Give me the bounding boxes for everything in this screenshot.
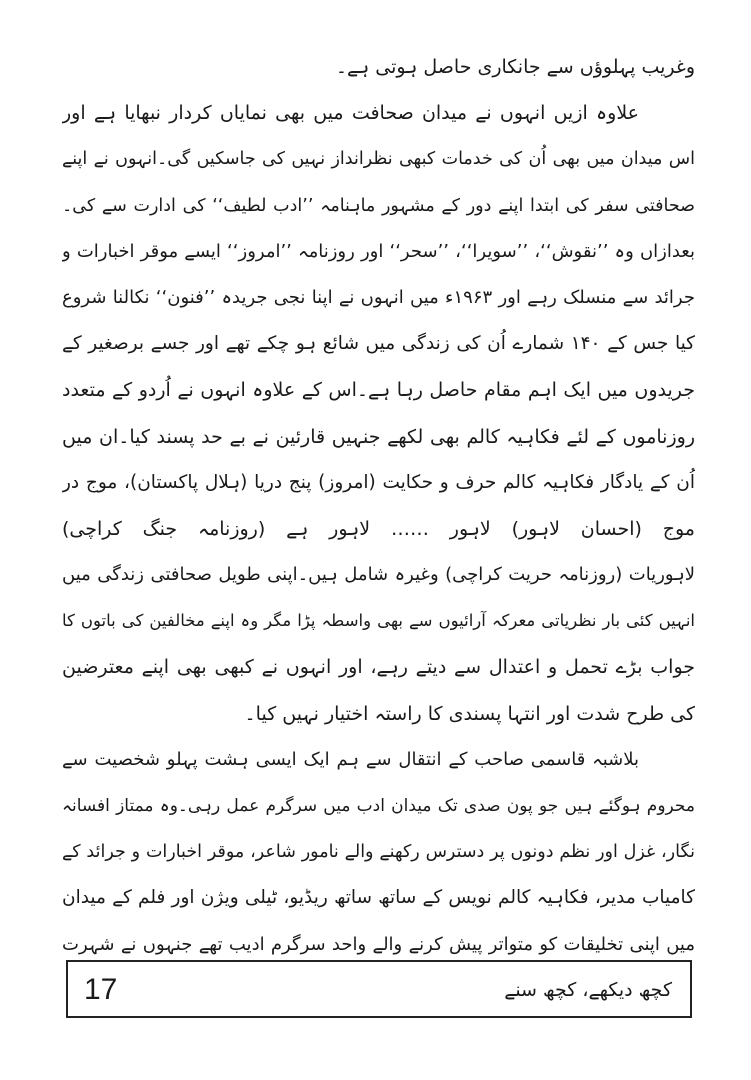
text-line-5: بعدازاں وہ ’’نقوش‘‘، ’’سویرا‘‘، ’’سحر‘‘ اور روزنامہ ’’امروز‘‘ ایسے موقر اخبارات و <box>62 240 695 262</box>
body-text <box>62 44 695 968</box>
text-line-11: موج (احسان لاہور) لاہور …… لاہور ہے (روزنامہ جنگ کراچی) <box>62 517 695 540</box>
text-line-16: بلاشبہ قاسمی صاحب کے انتقال سے ہم ایک ایسی ہشت پہلو شخصیت سے <box>62 748 639 770</box>
text-line-7: کیا جس کے ۱۴۰ شمارے اُن کی زندگی میں شائع ہو چکے تھے اور جسے برصغیر کے <box>62 333 695 355</box>
book-title: کچھ دیکھے، کچھ سنے <box>504 979 672 1001</box>
text-line-10: اُن کے یادگار فکاہیہ کالم حرف و حکایت (امروز) پنج دریا (ہلال پاکستان)، موج در <box>62 471 695 493</box>
text-line-3: اس میدان میں بھی اُن کی خدمات کبھی نظرانداز نہیں کی جاسکیں گی۔انہوں نے اپنے <box>62 149 695 170</box>
text-line-9: روزناموں کے لئے فکاہیہ کالم بھی لکھے جنہیں قارئین نے بے حد پسند کیا۔ان میں <box>62 425 695 448</box>
text-line-12: لاہوریات (روزنامہ حریت کراچی) وغیرہ شامل ہیں۔اپنی طویل صحافتی زندگی میں <box>62 564 695 586</box>
text-line-4: صحافتی سفر کی ابتدا اپنے دور کے مشہور ماہنامہ ’’ادب لطیف‘‘ کی ادارت سے کی۔ <box>62 195 695 216</box>
page-number: 17 <box>84 973 118 1006</box>
text-line-2: علاوہ ازیں انہوں نے میدان صحافت میں بھی نمایاں کردار نبھایا ہے اور <box>62 102 639 125</box>
text-line-18: نگار، غزل اور نظم دونوں پر دسترس رکھنے والے نامور شاعر، موقر اخبارات و جرائد کے <box>62 842 695 863</box>
text-line-6: جرائد سے منسلک رہے اور ۱۹۶۳ء میں انہوں نے اپنا نجی جریدہ ’’فنون‘‘ نکالنا شروع <box>62 286 695 308</box>
text-line-8: جریدوں میں ایک اہم مقام حاصل رہا ہے۔اس کے علاوہ انہوں نے اُردو کے متعدد <box>62 379 695 402</box>
text-line-13: انہیں کئی بار نظریاتی معرکہ آرائیوں سے بھی واسطہ پڑا مگر وہ اپنے مخالفین کی باتوں کا <box>62 611 695 631</box>
text-line-19: کامیاب مدیر، فکاہیہ کالم نویس کے ساتھ ساتھ ریڈیو، ٹیلی ویژن اور فلم کے میدان <box>62 887 695 909</box>
text-line-15: کی طرح شدت اور انتہا پسندی کا راستہ اختیار نہیں کیا۔ <box>244 702 695 725</box>
text-line-20: میں اپنی تخلیقات کو متواتر پیش کرنے والے واحد سرگرم ادیب تھے جنہوں نے شہرت <box>62 933 695 955</box>
text-line-1: وغریب پہلوؤں سے جانکاری حاصل ہوتی ہے۔ <box>335 56 695 78</box>
text-line-17: محروم ہوگئے ہیں جو پون صدی تک میدان ادب میں سرگرم عمل رہی۔وہ ممتاز افسانہ <box>62 796 695 816</box>
page-footer <box>66 960 692 1018</box>
text-line-14: جواب بڑے تحمل و اعتدال سے دیتے رہے، اور انہوں نے کبھی بھی اپنے معترضین <box>62 656 695 679</box>
